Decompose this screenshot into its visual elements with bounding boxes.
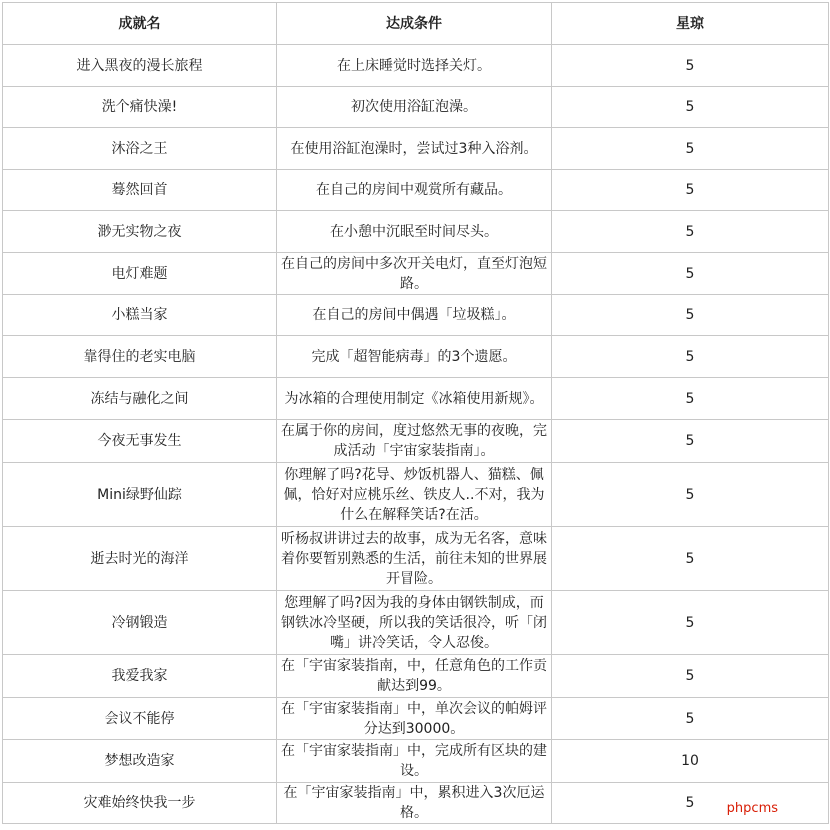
header-condition: 达成条件 bbox=[277, 3, 552, 45]
achievement-name-cell: 逝去时光的海洋 bbox=[3, 527, 277, 591]
stars-cell: 5 bbox=[552, 45, 829, 87]
achievement-name-cell: 今夜无事发生 bbox=[3, 420, 277, 463]
achievement-name-cell: 冻结与融化之间 bbox=[3, 378, 277, 420]
achievement-name-cell: 灾难始终快我一步 bbox=[3, 783, 277, 824]
stars-cell: 5 bbox=[552, 420, 829, 463]
table-row bbox=[3, 45, 829, 87]
table-row bbox=[3, 211, 829, 253]
condition-cell: 在自己的房间中偶遇「垃圾糕」。 bbox=[277, 295, 552, 336]
condition-cell: 在「宇宙家装指南」中，完成所有区块的建设。 bbox=[277, 740, 552, 783]
table-row bbox=[3, 295, 829, 336]
condition-cell: 在属于你的房间，度过悠然无事的夜晚，完成活动「宇宙家装指南」。 bbox=[277, 420, 552, 463]
table-row bbox=[3, 698, 829, 740]
table-body bbox=[3, 45, 829, 824]
table-row bbox=[3, 463, 829, 527]
stars-cell: 5 bbox=[552, 527, 829, 591]
condition-cell: 听杨叔讲讲过去的故事，成为无名客，意味着你要暂别熟悉的生活，前往未知的世界展开冒险。 bbox=[277, 527, 552, 591]
condition-cell: 您理解了吗?因为我的身体由钢铁制成，而钢铁冰冷坚硬，所以我的笑话很冷，听「闭嘴」讲冷笑话，令人忍俊。 bbox=[277, 591, 552, 655]
condition-cell: 在使用浴缸泡澡时，尝试过3种入浴剂。 bbox=[277, 128, 552, 170]
condition-cell: 初次使用浴缸泡澡。 bbox=[277, 87, 552, 128]
header-name: 成就名 bbox=[3, 3, 277, 45]
achievements-table bbox=[2, 2, 829, 824]
table-row bbox=[3, 170, 829, 211]
achievement-name-cell: 靠得住的老实电脑 bbox=[3, 336, 277, 378]
stars-cell: 5 bbox=[552, 295, 829, 336]
achievement-name-cell: 渺无实物之夜 bbox=[3, 211, 277, 253]
achievement-name-cell: 蓦然回首 bbox=[3, 170, 277, 211]
stars-cell: 5 bbox=[552, 128, 829, 170]
table-row bbox=[3, 783, 829, 824]
table-row bbox=[3, 87, 829, 128]
condition-cell: 在「宇宙家装指南」中，单次会议的帕姆评分达到30000。 bbox=[277, 698, 552, 740]
table-row bbox=[3, 740, 829, 783]
stars-cell: 5 bbox=[552, 170, 829, 211]
condition-cell: 在上床睡觉时选择关灯。 bbox=[277, 45, 552, 87]
table-row bbox=[3, 378, 829, 420]
achievement-name-cell: 电灯难题 bbox=[3, 253, 277, 295]
condition-cell: 你理解了吗?花导、炒饭机器人、猫糕、佩佩，恰好对应桃乐丝、铁皮人..不对，我为什么在解释笑话?在活。 bbox=[277, 463, 552, 527]
header-row bbox=[3, 3, 829, 45]
header-stars: 星琼 bbox=[552, 3, 829, 45]
table-row bbox=[3, 336, 829, 378]
achievement-name-cell: 沐浴之王 bbox=[3, 128, 277, 170]
achievement-name-cell: 小糕当家 bbox=[3, 295, 277, 336]
table-row bbox=[3, 527, 829, 591]
stars-cell: 5 bbox=[552, 211, 829, 253]
stars-cell: 5 bbox=[552, 336, 829, 378]
condition-cell: 为冰箱的合理使用制定《冰箱使用新规》。 bbox=[277, 378, 552, 420]
stars-cell: 5 bbox=[552, 378, 829, 420]
achievement-name-cell: 会议不能停 bbox=[3, 698, 277, 740]
achievement-name-cell: 梦想改造家 bbox=[3, 740, 277, 783]
condition-cell: 在自己的房间中多次开关电灯，直至灯泡短路。 bbox=[277, 253, 552, 295]
condition-cell: 在「宇宙家装指南」中，累积进入3次厄运格。 bbox=[277, 783, 552, 824]
condition-cell: 在「宇宙家装指南，中，任意角色的工作贡献达到99。 bbox=[277, 655, 552, 698]
achievement-name-cell: 进入黑夜的漫长旅程 bbox=[3, 45, 277, 87]
table-row bbox=[3, 591, 829, 655]
stars-cell: 5 bbox=[552, 655, 829, 698]
achievement-name-cell: Mini绿野仙踪 bbox=[3, 463, 277, 527]
stars-cell: 5 bbox=[552, 698, 829, 740]
table-row bbox=[3, 655, 829, 698]
table-row bbox=[3, 420, 829, 463]
condition-cell: 在小憩中沉眠至时间尽头。 bbox=[277, 211, 552, 253]
watermark: phpcms bbox=[726, 801, 778, 816]
condition-cell: 在自己的房间中观赏所有藏品。 bbox=[277, 170, 552, 211]
condition-cell: 完成「超智能病毒」的3个遗愿。 bbox=[277, 336, 552, 378]
stars-cell: 5 bbox=[552, 87, 829, 128]
stars-cell: 10 bbox=[552, 740, 829, 783]
achievement-name-cell: 我爱我家 bbox=[3, 655, 277, 698]
stars-cell: 5 bbox=[552, 591, 829, 655]
stars-cell: 5 bbox=[552, 783, 829, 824]
stars-cell: 5 bbox=[552, 463, 829, 527]
table-row bbox=[3, 253, 829, 295]
achievement-name-cell: 冷钢锻造 bbox=[3, 591, 277, 655]
achievement-name-cell: 洗个痛快澡! bbox=[3, 87, 277, 128]
table-row bbox=[3, 128, 829, 170]
stars-cell: 5 bbox=[552, 253, 829, 295]
